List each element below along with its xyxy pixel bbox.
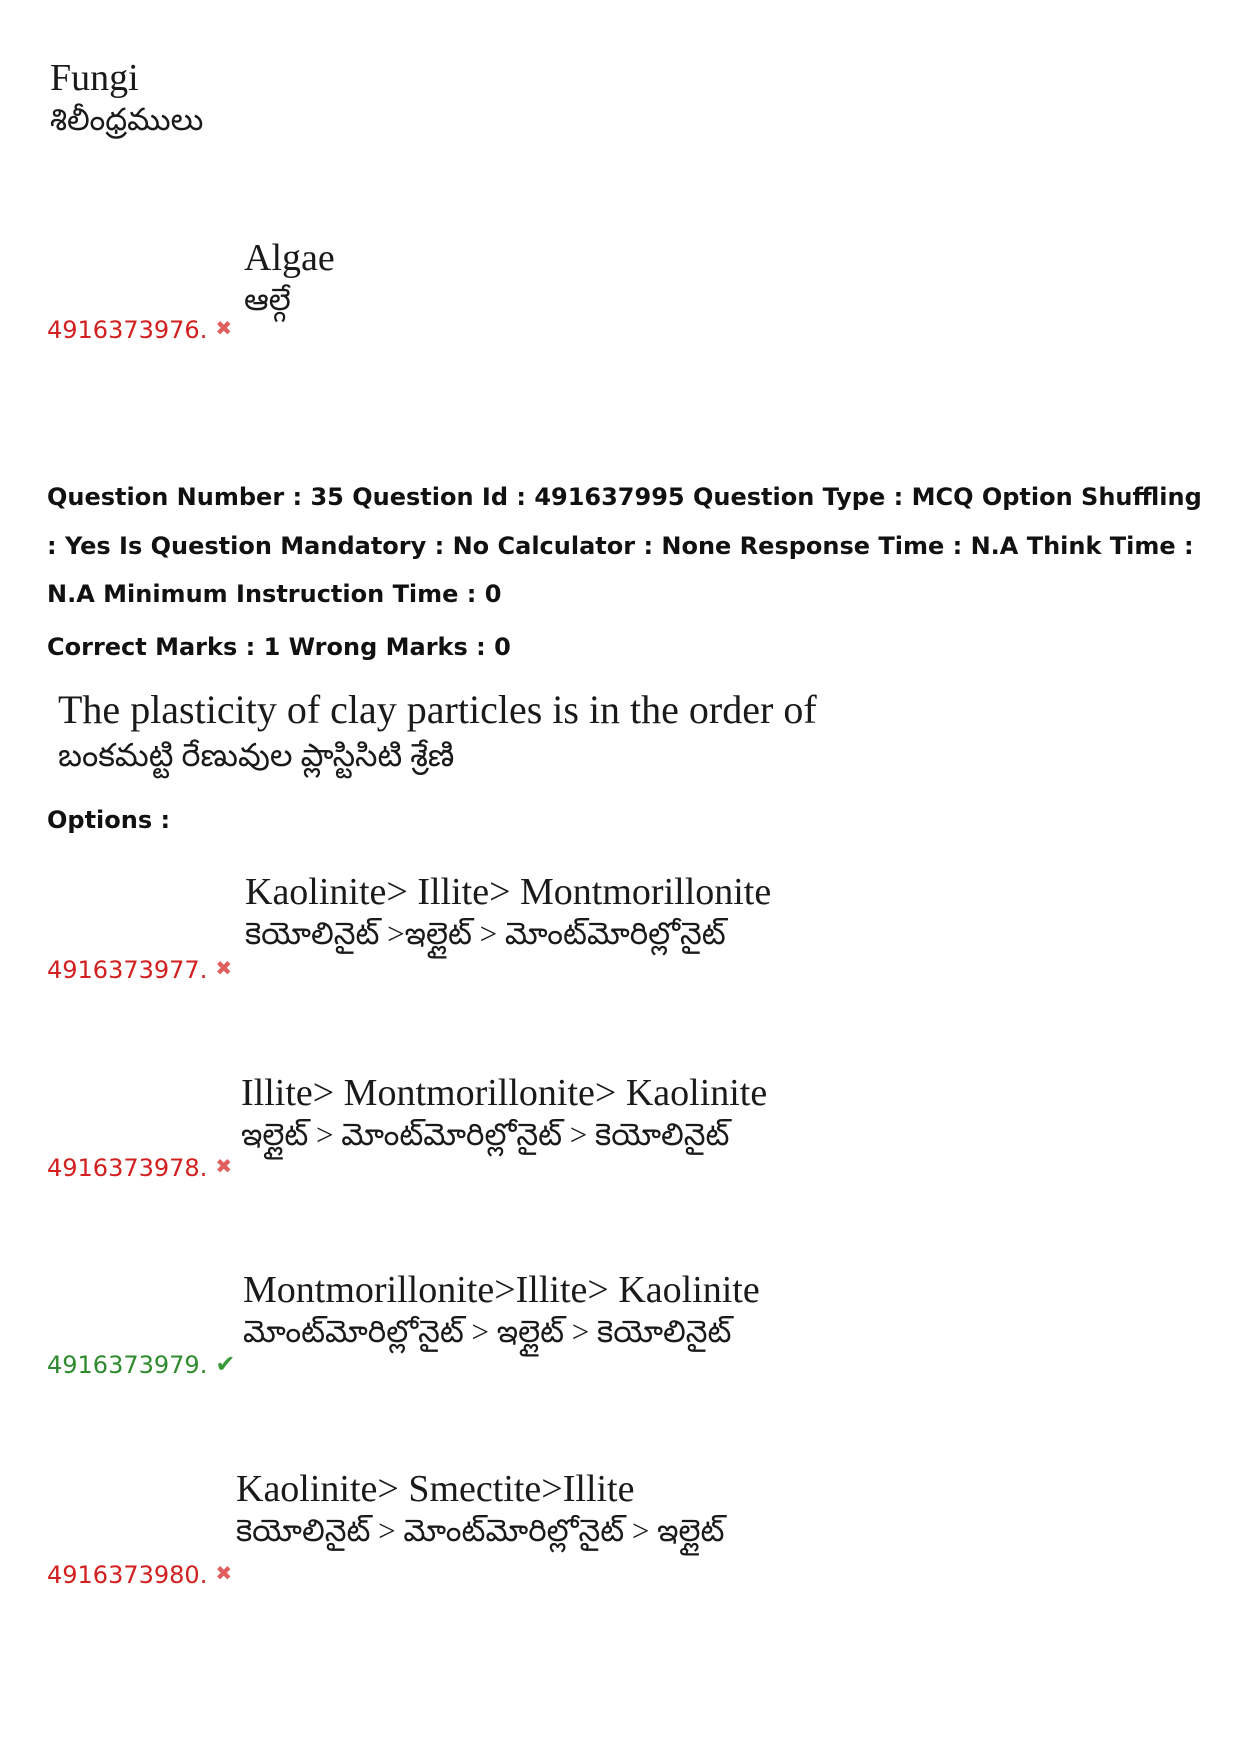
option-2-id: 4916373978. [47, 1154, 208, 1182]
prev-option-algae-english: Algae [244, 237, 335, 279]
option-4-id: 4916373980. [47, 1561, 208, 1589]
options-label: Options : [47, 806, 171, 834]
question-text-block [58, 686, 817, 776]
option-3-id-row [47, 1349, 235, 1380]
cross-icon: ✖ [215, 316, 233, 340]
option-3-id: 4916373979. [47, 1351, 208, 1379]
prev-option-id-row [47, 313, 232, 345]
option-1-id: 4916373977. [47, 956, 208, 984]
cross-icon: ✖ [215, 1561, 233, 1585]
cross-icon: ✖ [215, 956, 233, 980]
option-1-text [245, 870, 771, 954]
prev-option-image-text [244, 236, 335, 320]
option-2-english: Illite> Montmorillonite> Kaolinite [241, 1072, 768, 1114]
option-1-id-row [47, 953, 232, 985]
option-1-english: Kaolinite> Illite> Montmorillonite [245, 871, 772, 913]
option-2-text [241, 1071, 767, 1155]
option-2-id-row [47, 1151, 232, 1183]
option-3-telugu: మోంట్‌మోరిల్లోనైట్ > ఇల్లైట్ > కెయోలినైట్ [243, 1314, 732, 1349]
option-1-telugu: కెయోలినైట్ >ఇల్లైట్ > మోంట్‌మోరిల్లోనైట్ [245, 916, 726, 951]
prev-option-text-block [50, 56, 203, 140]
question-meta: Question Number : 35 Question Id : 491637995 Question Type : MCQ Option Shuffling : Yes Is Question Mandatory : No Calculator : None Response Time : N.A Think Time : N.A Minimum Instruction Time : 0 [47, 483, 1202, 608]
prev-option-algae-telugu: ఆల్గే [244, 282, 291, 317]
question-marks: Correct Marks : 1 Wrong Marks : 0 [47, 633, 511, 661]
check-icon: ✔ [215, 1350, 236, 1378]
prev-option-id: 4916373976. [47, 316, 208, 344]
option-3-english: Montmorillonite>Illite> Kaolinite [243, 1269, 760, 1311]
option-4-text [236, 1467, 724, 1551]
question-text-english: The plasticity of clay particles is in the order of [58, 687, 817, 732]
option-4-telugu: కెయోలినైట్ > మోంట్‌మోరిల్లోనైట్ > ఇల్లైట్ [236, 1513, 725, 1548]
option-4-id-row [47, 1558, 232, 1590]
option-2-telugu: ఇల్లైట్ > మోంట్‌మోరిల్లోనైట్ > కెయోలినైట్ [241, 1117, 730, 1152]
prev-option-telugu: శిలీంధ్రములు [50, 102, 204, 137]
option-3-text [243, 1268, 760, 1352]
question-text-telugu: బంకమట్టి రేణువుల ప్లాస్టిసిటి శ్రేణి [58, 737, 455, 773]
prev-option-english: Fungi [50, 57, 139, 99]
cross-icon: ✖ [215, 1154, 233, 1178]
option-4-english: Kaolinite> Smectite>Illite [236, 1468, 635, 1510]
